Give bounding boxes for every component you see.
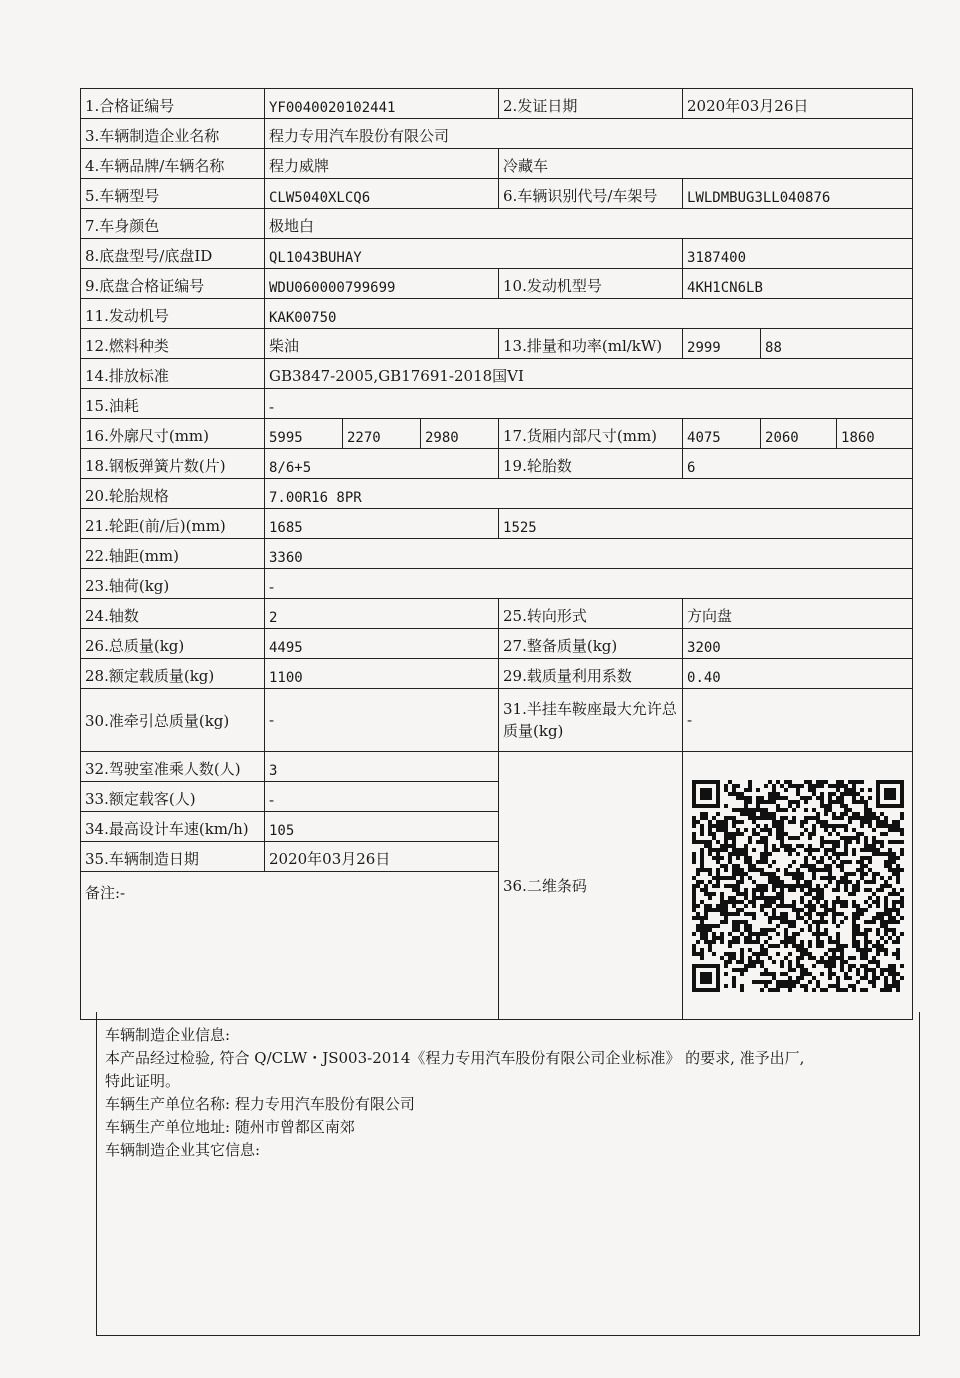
towing-mass: -	[265, 689, 499, 752]
field-label: 16.外廓尺寸(mm)	[81, 419, 265, 449]
curb-mass: 3200	[683, 629, 913, 659]
qr-code-cell	[683, 752, 913, 1020]
steering-type: 方向盘	[683, 599, 913, 629]
field-label: 35.车辆制造日期	[81, 842, 265, 872]
fuel-type: 柴油	[265, 329, 499, 359]
field-label: 33.额定载客(人)	[81, 782, 265, 812]
field-label: 12.燃料种类	[81, 329, 265, 359]
field-label: 15.油耗	[81, 389, 265, 419]
table-row	[81, 659, 913, 689]
footer-line: 车辆生产单位名称: 程力专用汽车股份有限公司	[105, 1095, 415, 1113]
axle-count: 2	[265, 599, 499, 629]
footer-line: 特此证明。	[105, 1072, 181, 1090]
field-label: 26.总质量(kg)	[81, 629, 265, 659]
chassis-model: QL1043BUHAY	[265, 239, 683, 269]
table-row	[81, 239, 913, 269]
field-label: 30.准牵引总质量(kg)	[81, 689, 265, 752]
body-color: 极地白	[265, 209, 913, 239]
outer-length: 5995	[265, 419, 343, 449]
footer-line: 车辆制造企业信息:	[105, 1026, 231, 1044]
remarks: 备注:-	[81, 872, 499, 1020]
field-label: 14.排放标准	[81, 359, 265, 389]
wheelbase: 3360	[265, 539, 913, 569]
displacement: 2999	[683, 329, 761, 359]
table-row	[81, 119, 913, 149]
footer-line: 车辆制造企业其它信息:	[105, 1141, 261, 1159]
fuel-consumption: -	[265, 389, 913, 419]
field-label: 32.驾驶室准乘人数(人)	[81, 752, 265, 782]
chassis-cert-number: WDU060000799699	[265, 269, 499, 299]
gross-mass: 4495	[265, 629, 499, 659]
chassis-id: 3187400	[683, 239, 913, 269]
table-row	[81, 539, 913, 569]
load-utilization-coefficient: 0.40	[683, 659, 913, 689]
rated-load: 1100	[265, 659, 499, 689]
field-label: 11.发动机号	[81, 299, 265, 329]
table-row	[81, 179, 913, 209]
vin-number: LWLDMBUG3LL040876	[683, 179, 913, 209]
vehicle-certificate-table	[80, 88, 913, 1020]
outer-height: 2980	[421, 419, 499, 449]
emission-standard: GB3847-2005,GB17691-2018国VI	[265, 359, 913, 389]
footer-line: 车辆生产单位地址: 随州市曾都区南郊	[105, 1118, 355, 1136]
field-label: 21.轮距(前/后)(mm)	[81, 509, 265, 539]
tire-spec: 7.00R16 8PR	[265, 479, 913, 509]
footer-line: 本产品经过检验, 符合 Q/CLW・JS003-2014《程力专用汽车股份有限公司企业标准》 的要求, 准予出厂,	[105, 1049, 805, 1067]
table-row	[81, 509, 913, 539]
issue-date: 2020年03月26日	[683, 89, 913, 119]
field-label: 29.载质量利用系数	[499, 659, 683, 689]
field-label: 24.轴数	[81, 599, 265, 629]
field-label: 20.轮胎规格	[81, 479, 265, 509]
table-row	[81, 389, 913, 419]
field-label: 3.车辆制造企业名称	[81, 119, 265, 149]
field-label: 22.轴距(mm)	[81, 539, 265, 569]
field-label: 4.车辆品牌/车辆名称	[81, 149, 265, 179]
field-label: 13.排量和功率(ml/kW)	[499, 329, 683, 359]
table-row	[81, 149, 913, 179]
field-label: 5.车辆型号	[81, 179, 265, 209]
field-label: 10.发动机型号	[499, 269, 683, 299]
field-label: 9.底盘合格证编号	[81, 269, 265, 299]
field-label: 25.转向形式	[499, 599, 683, 629]
field-label: 23.轴荷(kg)	[81, 569, 265, 599]
field-label: 27.整备质量(kg)	[499, 629, 683, 659]
table-row	[81, 599, 913, 629]
field-label: 28.额定载质量(kg)	[81, 659, 265, 689]
cargo-width: 2060	[761, 419, 837, 449]
table-row	[81, 449, 913, 479]
table-row	[81, 419, 913, 449]
saddle-mass: -	[683, 689, 913, 752]
field-label: 8.底盘型号/底盘ID	[81, 239, 265, 269]
field-label: 2.发证日期	[499, 89, 683, 119]
engine-model: 4KH1CN6LB	[683, 269, 913, 299]
table-row	[81, 89, 913, 119]
rated-passengers: -	[265, 782, 499, 812]
axle-load: -	[265, 569, 913, 599]
field-label: 17.货厢内部尺寸(mm)	[499, 419, 683, 449]
front-track: 1685	[265, 509, 499, 539]
table-row	[81, 629, 913, 659]
table-row	[81, 359, 913, 389]
certificate-number: YF0040020102441	[265, 89, 499, 119]
leaf-spring-count: 8/6+5	[265, 449, 499, 479]
power: 88	[761, 329, 913, 359]
outer-width: 2270	[343, 419, 421, 449]
vehicle-model: CLW5040XLCQ6	[265, 179, 499, 209]
manufacturer-info-section	[96, 1012, 920, 1336]
max-speed: 105	[265, 812, 499, 842]
field-label: 31.半挂车鞍座最大允许总质量(kg)	[499, 689, 683, 752]
qr-label: 36.二维条码	[499, 752, 683, 1020]
table-row	[81, 299, 913, 329]
table-row	[81, 569, 913, 599]
manufacturer-name: 程力专用汽车股份有限公司	[265, 119, 913, 149]
table-row	[81, 689, 913, 752]
field-label: 1.合格证编号	[81, 89, 265, 119]
table-row	[81, 479, 913, 509]
manufacture-date: 2020年03月26日	[265, 842, 499, 872]
field-label: 19.轮胎数	[499, 449, 683, 479]
vehicle-brand: 程力威牌	[265, 149, 499, 179]
cab-seats: 3	[265, 752, 499, 782]
tire-count: 6	[683, 449, 913, 479]
table-row	[81, 752, 913, 782]
table-row	[81, 269, 913, 299]
table-row	[81, 209, 913, 239]
rear-track: 1525	[499, 509, 913, 539]
cargo-length: 4075	[683, 419, 761, 449]
vehicle-name: 冷藏车	[499, 149, 913, 179]
engine-number: KAK00750	[265, 299, 913, 329]
qr-code-image	[692, 780, 904, 992]
table-row	[81, 329, 913, 359]
field-label: 18.钢板弹簧片数(片)	[81, 449, 265, 479]
field-label: 7.车身颜色	[81, 209, 265, 239]
field-label: 34.最高设计车速(km/h)	[81, 812, 265, 842]
cargo-height: 1860	[837, 419, 913, 449]
field-label: 6.车辆识别代号/车架号	[499, 179, 683, 209]
